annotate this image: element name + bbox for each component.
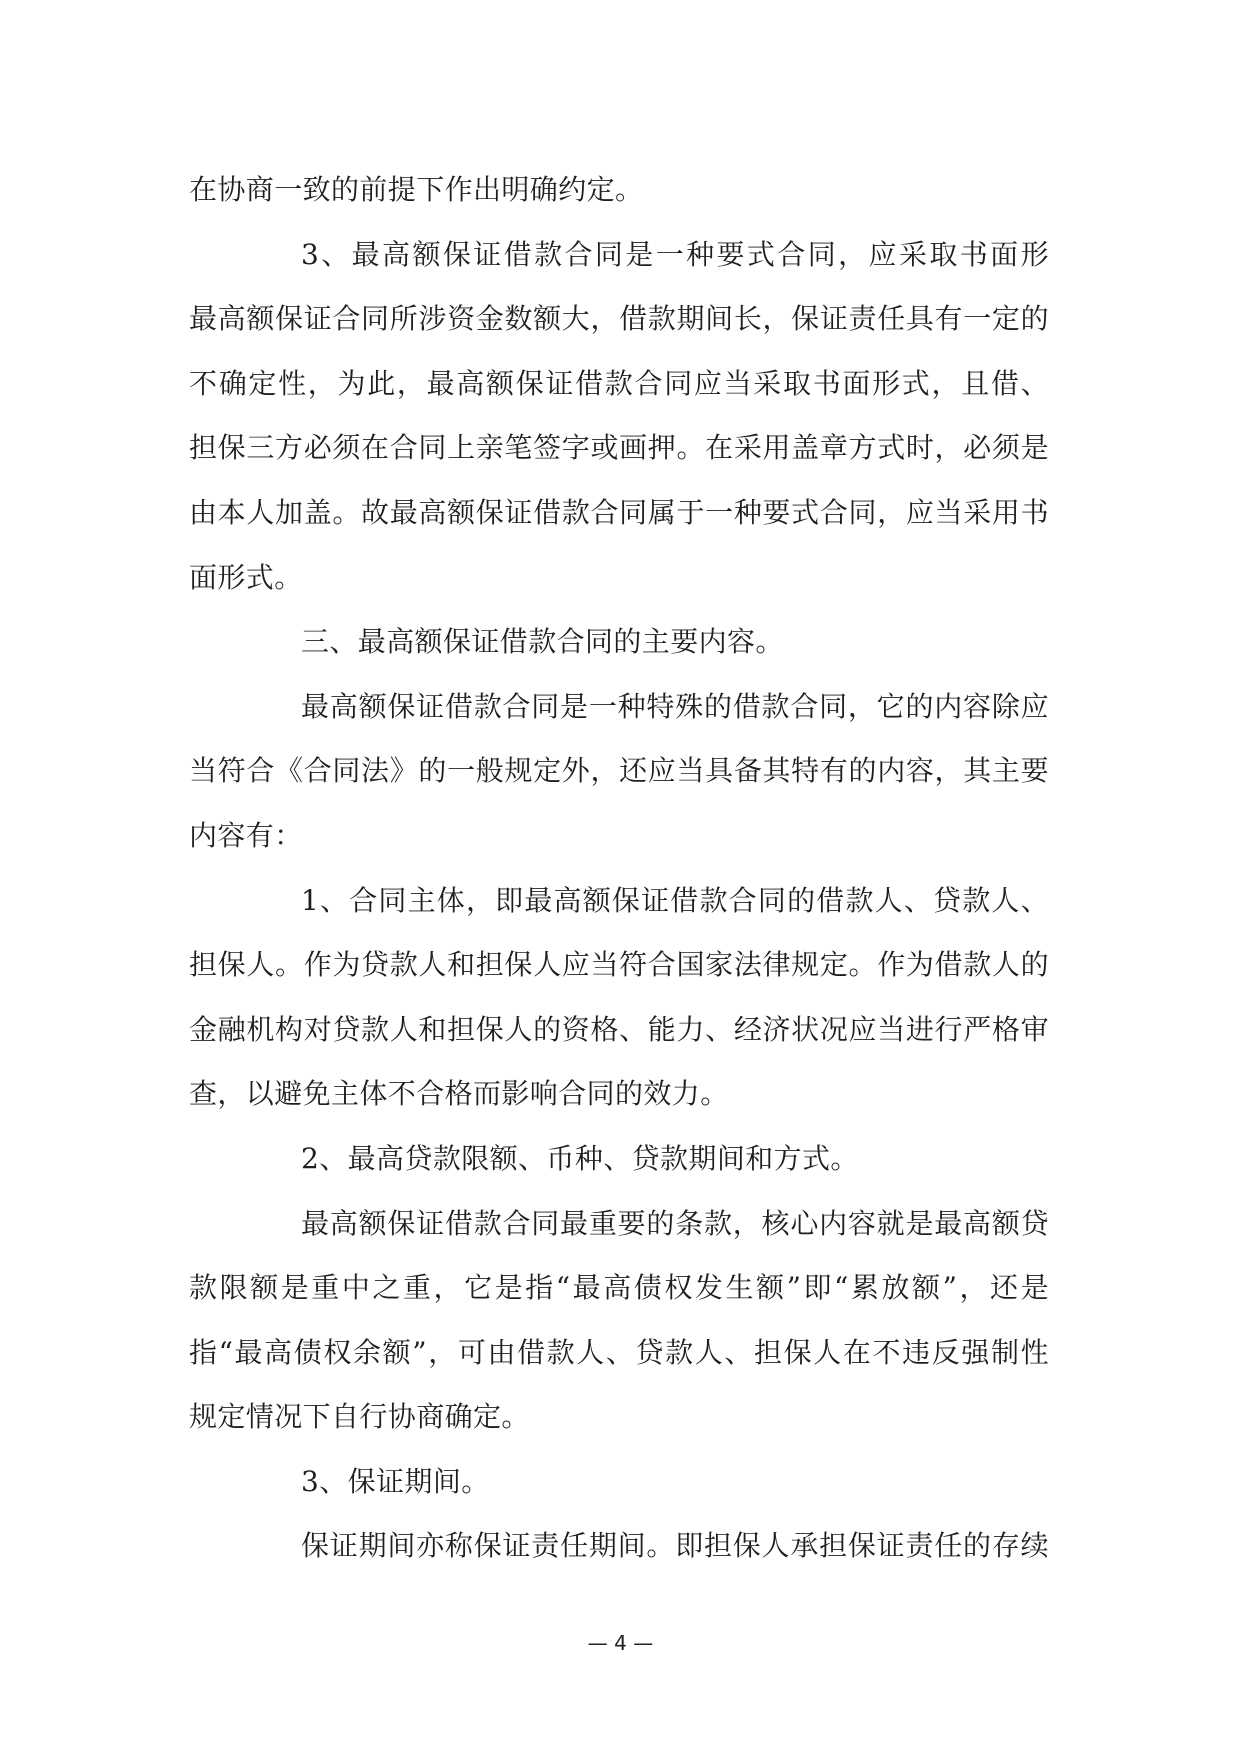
text-line: 1、合同主体，即最高额保证借款合同的借款人、贷款人、 bbox=[301, 883, 1049, 917]
text-line: 查，以避免主体不合格而影响合同的效力。 bbox=[189, 1077, 729, 1111]
text-line: 担保人。作为贷款人和担保人应当符合国家法律规定。作为借款人的 bbox=[189, 948, 1049, 982]
text-line: 款限额是重中之重，它是指“最高债权发生额”即“累放额”，还是 bbox=[189, 1271, 1049, 1305]
text-line: 保证期间亦称保证责任期间。即担保人承担保证责任的存续 bbox=[301, 1529, 1049, 1563]
text-line: 2、最高贷款限额、币种、贷款期间和方式。 bbox=[301, 1141, 859, 1175]
text-line: 3、保证期间。 bbox=[301, 1464, 490, 1498]
text-line: 由本人加盖。故最高额保证借款合同属于一种要式合同，应当采用书 bbox=[189, 495, 1049, 529]
document-body bbox=[189, 158, 1049, 1579]
text-line: 最高额保证合同所涉资金数额大，借款期间长，保证责任具有一定的 bbox=[189, 302, 1049, 336]
text-line: 三、最高额保证借款合同的主要内容。 bbox=[301, 625, 784, 659]
text-line: 担保三方必须在合同上亲笔签字或画押。在采用盖章方式时，必须是 bbox=[189, 431, 1049, 465]
text-line: 金融机构对贷款人和担保人的资格、能力、经济状况应当进行严格审 bbox=[189, 1012, 1049, 1046]
text-line: 内容有： bbox=[189, 818, 303, 852]
page-number: — 4 — bbox=[587, 1631, 654, 1655]
text-line: 面形式。 bbox=[189, 560, 303, 594]
text-line: 在协商一致的前提下作出明确约定。 bbox=[189, 173, 644, 206]
text-line: 最高额保证借款合同是一种特殊的借款合同，它的内容除应 bbox=[301, 689, 1049, 723]
text-line: 最高额保证借款合同最重要的条款，核心内容就是最高额贷 bbox=[301, 1206, 1049, 1240]
text-line: 指“最高债权余额”，可由借款人、贷款人、担保人在不违反强制性 bbox=[189, 1335, 1049, 1369]
text-line: 当符合《合同法》的一般规定外，还应当具备其特有的内容，其主要 bbox=[189, 754, 1049, 788]
text-line: 不确定性，为此，最高额保证借款合同应当采取书面形式，且借、 bbox=[189, 366, 1049, 400]
text-line: 规定情况下自行协商确定。 bbox=[189, 1400, 530, 1434]
text-line: 3、最高额保证借款合同是一种要式合同，应采取书面形 bbox=[301, 237, 1049, 271]
